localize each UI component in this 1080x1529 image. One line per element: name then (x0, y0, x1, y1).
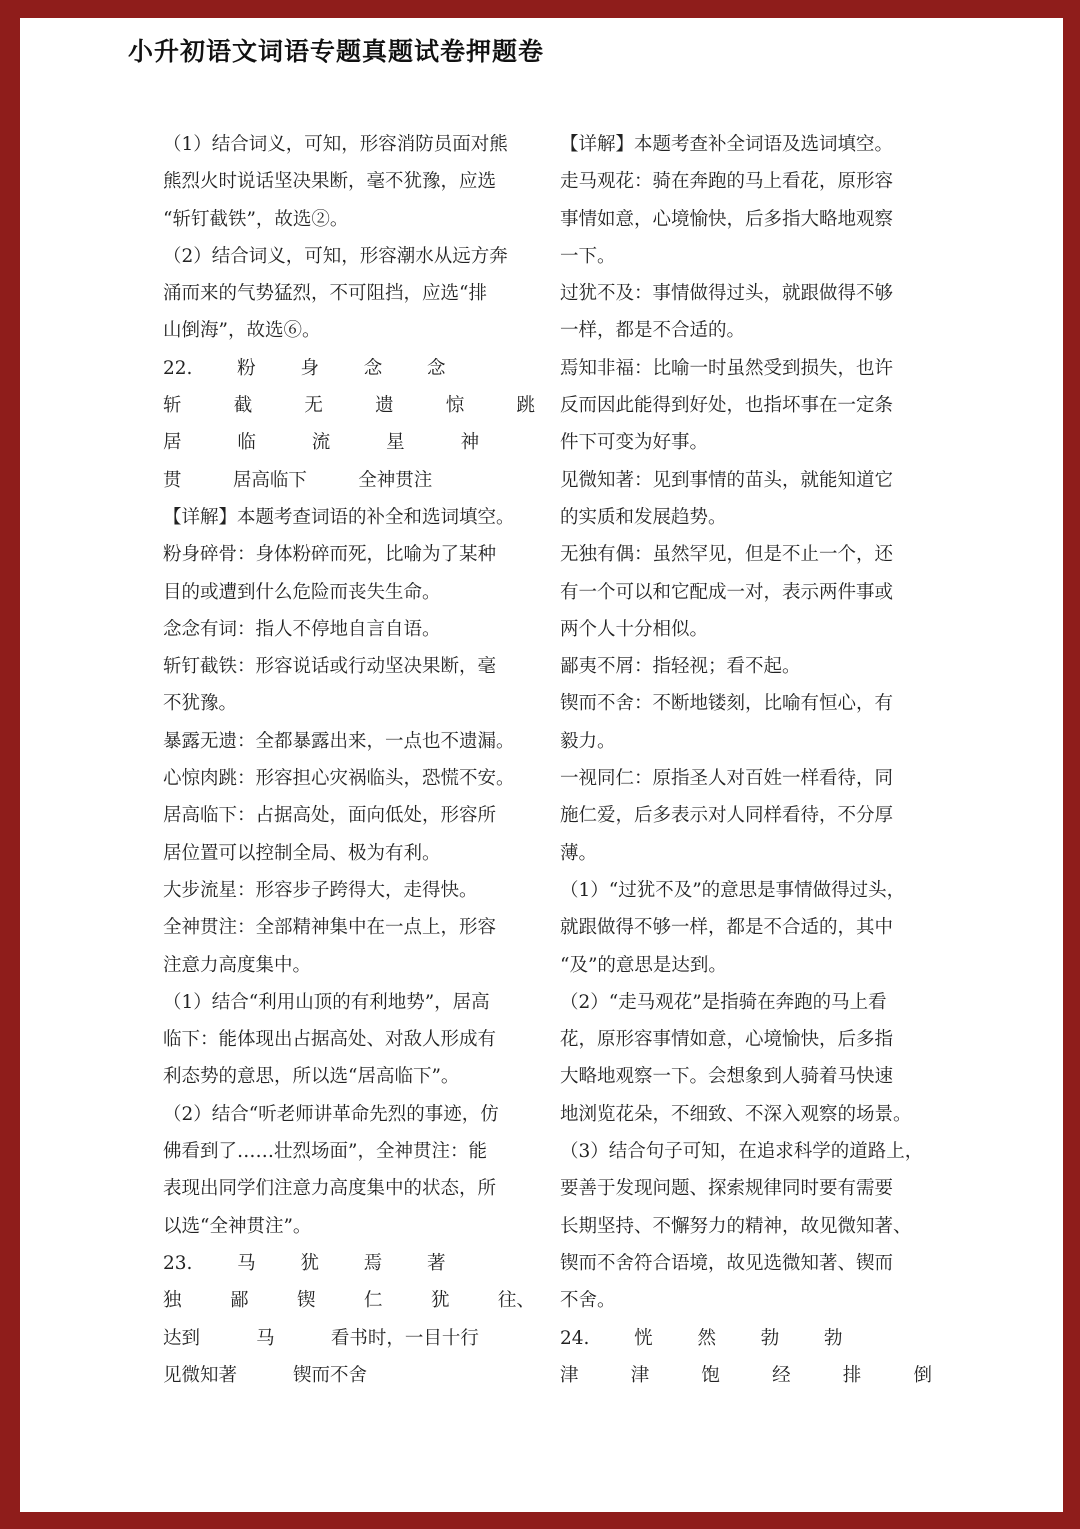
text-line: 事情如意，心境愉快，后多指大略地观察 (560, 208, 894, 230)
text-line: 斩钉截铁：形容说话或行动坚决果断，毫 (163, 656, 497, 678)
text-line: 山倒海”，故选⑥。 (163, 320, 321, 342)
answer-cell: 23. (163, 1252, 193, 1274)
answer-cell: 看书时，一目十行 (330, 1327, 479, 1349)
answer-cell: 锲而不舍 (293, 1364, 368, 1386)
answer-row (163, 424, 535, 461)
text-line: 大略地观察一下。会想象到人骑着马快速 (560, 1066, 894, 1088)
text-line: 不犹豫。 (163, 693, 238, 715)
text-line: 见微知著：见到事情的苗头，就能知道它 (560, 469, 894, 491)
text-line: 不舍。 (560, 1290, 616, 1312)
answer-cell: 无 (304, 395, 323, 417)
text-line: 目的或遭到什么危险而丧失生命。 (163, 581, 441, 603)
answer-cell: 犹 (430, 1290, 450, 1312)
answer-row (163, 387, 535, 424)
text-line: （3）结合句子可知，在追求科学的道路上， (560, 1141, 924, 1163)
answer-cell: 念 (426, 357, 446, 379)
text-line: 两个人十分相似。 (560, 618, 709, 640)
answer-cell: 经 (772, 1364, 791, 1386)
text-line: “斩钉截铁”，故选②。 (163, 208, 349, 230)
answer-cell: 仁 (363, 1290, 383, 1312)
text-line: 临下：能体现出占据高处、对敌人形成有 (163, 1029, 497, 1051)
text-line: 注意力高度集中。 (163, 954, 312, 976)
answer-row (163, 350, 535, 387)
text-line: 毅力。 (560, 730, 616, 752)
text-line: 长期坚持、不懈努力的精神，故见微知著、 (560, 1215, 912, 1237)
text-line: 无独有偶：虽然罕见，但是不止一个，还 (560, 544, 894, 566)
text-line: 就跟做得不够一样，都是不合适的，其中 (560, 917, 894, 939)
text-line: 焉知非福：比喻一时虽然受到损失，也许 (560, 357, 894, 379)
text-line: 花，原形容事情如意，心境愉快，后多指 (560, 1029, 894, 1051)
text-line: 一下。 (560, 245, 616, 267)
text-line: 心惊肉跳：形容担心灾祸临头，恐慌不安。 (163, 768, 515, 790)
text-line: 表现出同学们注意力高度集中的状态，所 (163, 1178, 497, 1200)
answer-cell: 马 (237, 1252, 256, 1274)
document-page (20, 18, 1063, 1512)
text-line: 施仁爱，后多表示对人同样看待，不分厚 (560, 805, 894, 827)
answer-cell: 全神贯注 (358, 469, 433, 491)
text-line: 要善于发现问题、探索规律同时要有需要 (560, 1178, 894, 1200)
answer-cell: 倒 (913, 1364, 932, 1386)
page-title: 小升初语文词语专题真题试卷押题卷 (128, 37, 545, 66)
answer-cell: 星 (386, 432, 405, 454)
text-line: （1）结合“利用山顶的有利地势”，居高 (163, 991, 490, 1013)
answer-cell: 排 (842, 1364, 862, 1386)
answer-cell: 勃 (823, 1327, 843, 1349)
text-line: （2）“走马观花”是指骑在奔跑的马上看 (560, 991, 887, 1013)
answer-cell: 遗 (375, 395, 394, 417)
answer-cell: 跳 (516, 395, 535, 417)
right-column (560, 126, 932, 1394)
text-line: 有一个可以和它配成一对，表示两件事或 (560, 581, 894, 603)
answer-cell: 马 (256, 1327, 275, 1349)
text-line: （1）结合词义，可知，形容消防员面对熊 (163, 134, 508, 155)
answer-cell: 贯 (163, 469, 182, 491)
text-line: 锲而不舍：不断地镂刻，比喻有恒心，有 (560, 693, 894, 715)
text-line: 鄙夷不屑：指轻视；看不起。 (560, 656, 801, 678)
answer-cell: 身 (300, 357, 319, 379)
text-line: 居高临下：占据高处，面向低处，形容所 (163, 805, 497, 827)
answer-row (560, 1357, 932, 1394)
text-line: 熊烈火时说话坚决果断，毫不犹豫，应选 (163, 171, 497, 193)
answer-cell: 神 (460, 432, 480, 454)
answer-cell: 著 (426, 1252, 446, 1274)
text-line: 一视同仁：原指圣人对百姓一样看待，同 (560, 768, 894, 790)
answer-row (560, 1320, 932, 1357)
text-line: 念念有词：指人不停地自言自语。 (163, 618, 441, 640)
text-line: 粉身碎骨：身体粉碎而死，比喻为了某种 (163, 544, 497, 566)
answer-cell: 独 (163, 1290, 182, 1312)
answer-cell: 犹 (300, 1252, 319, 1274)
answer-cell: 惊 (445, 395, 465, 417)
answer-cell: 居高临下 (232, 469, 307, 491)
text-line: 【详解】本题考查词语的补全和选词填空。 (163, 506, 515, 528)
text-line: 锲而不舍符合语境，故见选微知著、锲而 (560, 1252, 894, 1274)
answer-cell: 24. (560, 1327, 590, 1349)
text-line: 佛看到了……壮烈场面”，全神贯注：能 (163, 1141, 487, 1163)
answer-cell: 饱 (701, 1364, 720, 1386)
answer-cell: 斩 (163, 395, 182, 417)
left-column (163, 126, 535, 1394)
answer-row (163, 462, 535, 499)
answer-cell: 津 (560, 1364, 579, 1386)
text-line: 暴露无遗：全都暴露出来，一点也不遗漏。 (163, 730, 515, 752)
text-line: 以选“全神贯注”。 (163, 1215, 312, 1237)
answer-cell: 勃 (760, 1327, 780, 1349)
answer-cell: 鄙 (229, 1290, 249, 1312)
text-line: 涌而来的气势猛烈，不可阻挡，应选“排 (163, 283, 487, 305)
text-line: 一样，都是不合适的。 (560, 320, 746, 342)
text-line: 件下可变为好事。 (560, 432, 709, 454)
text-line: 地浏览花朵，不细致、不深入观察的场景。 (560, 1103, 912, 1125)
answer-row (163, 1320, 535, 1357)
answer-cell: 达到 (163, 1327, 201, 1349)
answer-cell: 念 (363, 357, 383, 379)
text-line: 走马观花：骑在奔跑的马上看花，原形容 (560, 171, 894, 193)
text-line: 大步流星：形容步子跨得大，走得快。 (163, 879, 478, 901)
answer-cell: 粉 (237, 357, 256, 379)
answer-cell: 临 (237, 432, 256, 454)
answer-row (163, 1282, 535, 1319)
answer-row (163, 1245, 535, 1282)
answer-cell: 见微知著 (163, 1364, 238, 1386)
answer-cell: 流 (311, 432, 331, 454)
text-line: （1）“过犹不及”的意思是事情做得过头， (560, 879, 906, 901)
text-line: 利态势的意思，所以选“居高临下”。 (163, 1066, 460, 1088)
text-line: 薄。 (560, 842, 598, 864)
text-line: （2）结合词义，可知，形容潮水从远方奔 (163, 245, 508, 267)
answer-cell: 22. (163, 357, 193, 379)
text-line: 全神贯注：全部精神集中在一点上，形容 (163, 917, 497, 939)
answer-cell: 锲 (296, 1290, 316, 1312)
text-line: 居位置可以控制全局、极为有利。 (163, 842, 441, 864)
answer-cell: 居 (163, 432, 182, 454)
text-line: 反而因此能得到好处，也指坏事在一定条 (560, 395, 894, 417)
text-line: 过犹不及：事情做得过头，就跟做得不够 (560, 283, 894, 305)
text-line: （2）结合“听老师讲革命先烈的事迹，仿 (163, 1103, 499, 1125)
text-line: “及”的意思是达到。 (560, 954, 727, 976)
text-line: 【详解】本题考查补全词语及选词填空。 (560, 134, 894, 155)
answer-cell: 恍 (634, 1327, 653, 1349)
text-line: 的实质和发展趋势。 (560, 506, 727, 528)
answer-cell: 往、 (497, 1290, 535, 1312)
answer-row (163, 1357, 535, 1394)
answer-cell: 截 (233, 395, 253, 417)
answer-cell: 津 (630, 1364, 650, 1386)
answer-cell: 焉 (363, 1252, 383, 1274)
answer-cell: 然 (697, 1327, 716, 1349)
